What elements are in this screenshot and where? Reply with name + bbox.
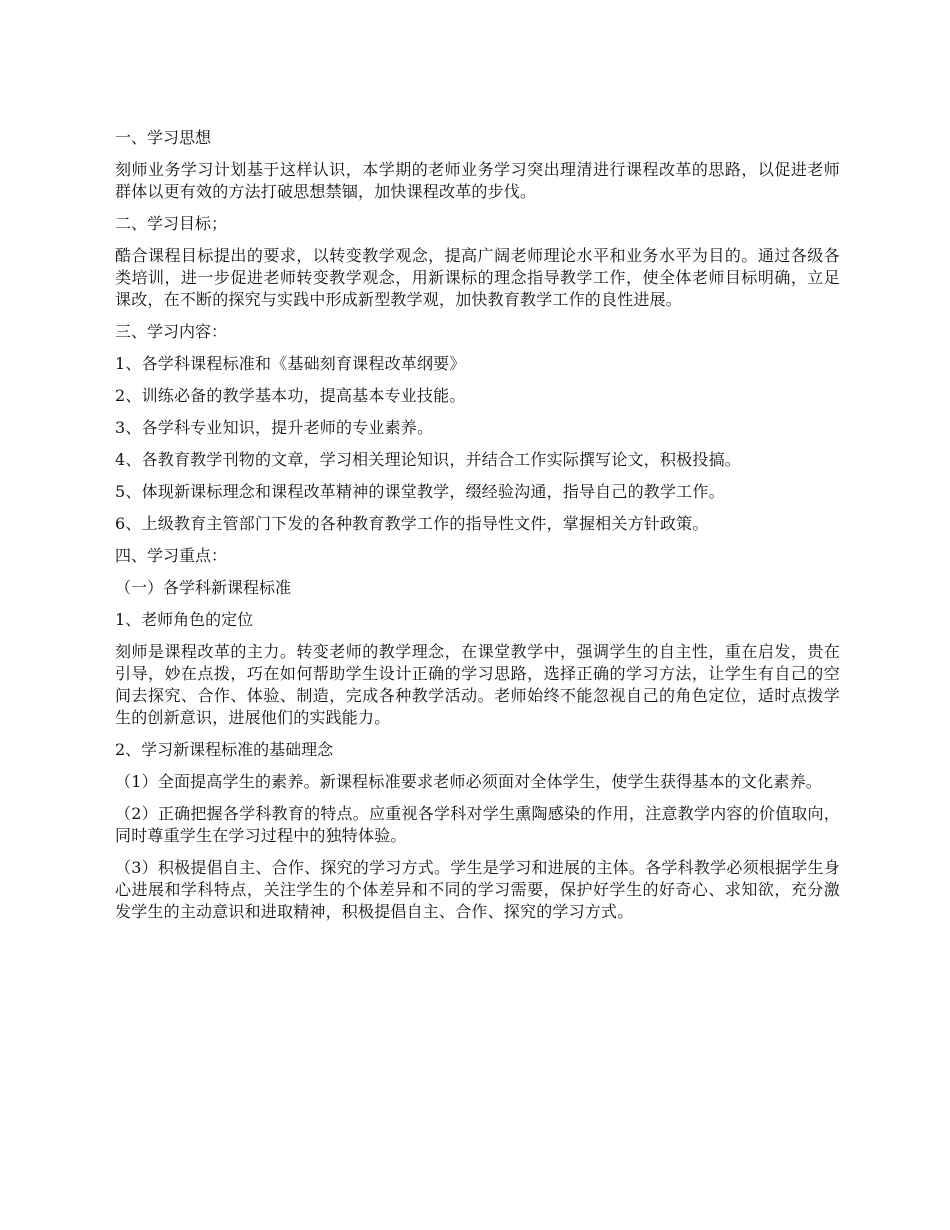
subsection-item-1: 1、老师角色的定位 (115, 610, 254, 629)
point-1: （1）全面提高学生的素养。新课程标准要求老师必须面对全体学生，使学生获得基本的文化素养。 (115, 772, 822, 791)
section-heading-2: 二、学习目标； (115, 214, 228, 233)
list-item-3: 3、各学科专业知识，提升老师的专业素养。 (115, 418, 434, 437)
paragraph-2: 酷合课程目标提出的要求，以转变教学观念，提高广阔老师理论水平和业务水平为目的。通过各级各类培训，进一步促进老师转变教学观念，用新课标的理念指导教学工作，使全体老师目标明确，立足课改，在不断的探究与实践中形成新型教学观，加快教育教学工作的良性进展。 (115, 246, 840, 309)
section-heading-1: 一、学习思想 (115, 128, 212, 147)
paragraph-3: 刻师是课程改革的主力。转变老师的教学理念，在课堂教学中，强调学生的自主性，重在启发，贵在引导，妙在点拨，巧在如何帮助学生设计正确的学习思路，选择正确的学习方法，让学生有自己的空间去探究、合作、体验、制造，完成各种教学活动。老师始终不能忽视自己的角色定位，适时点拨学生的创新意识，进展他们的实践能力。 (115, 642, 840, 727)
section-heading-4: 四、学习重点： (115, 546, 228, 565)
subsection-item-2: 2、学习新课程标准的基础理念 (115, 740, 334, 759)
list-item-6: 6、上级教育主管部门下发的各种教育教学工作的指导性文件，掌握相关方针政策。 (115, 514, 709, 533)
section-heading-3: 三、学习内容： (115, 322, 228, 341)
point-2: （2）正确把握各学科教育的特点。应重视各学科对学生熏陶感染的作用，注意教学内容的价值取向，同时尊重学生在学习过程中的独特体验。 (115, 804, 840, 845)
paragraph-1: 刻师业务学习计划基于这样认识，本学期的老师业务学习突出理清进行课程改革的思路，以促进老师群体以更有效的方法打破思想禁锢，加快课程改革的步伐。 (115, 160, 840, 201)
list-item-4: 4、各教育教学刊物的文章，学习相关理论知识，并结合工作实际撰写论文，积极投搞。 (115, 450, 741, 469)
list-item-1: 1、各学科课程标准和《基础刻育课程改革纲要》 (115, 354, 466, 373)
point-3: （3）积极提倡自主、合作、探究的学习方式。学生是学习和进展的主体。各学科教学必须根据学生身心进展和学科特点，关注学生的个体差异和不同的学习需要，保护好学生的好奇心、求知欲，充分激发学生的主动意识和进取精神，积极提倡自主、合作、探究的学习方式。 (115, 858, 840, 921)
subsection-heading-1: （一）各学科新课程标准 (115, 578, 292, 597)
list-item-2: 2、训练必备的教学基本功，提高基本专业技能。 (115, 386, 466, 405)
list-item-5: 5、体现新课标理念和课程改革精神的课堂教学，缀经验沟通，指导自己的教学工作。 (115, 482, 725, 501)
